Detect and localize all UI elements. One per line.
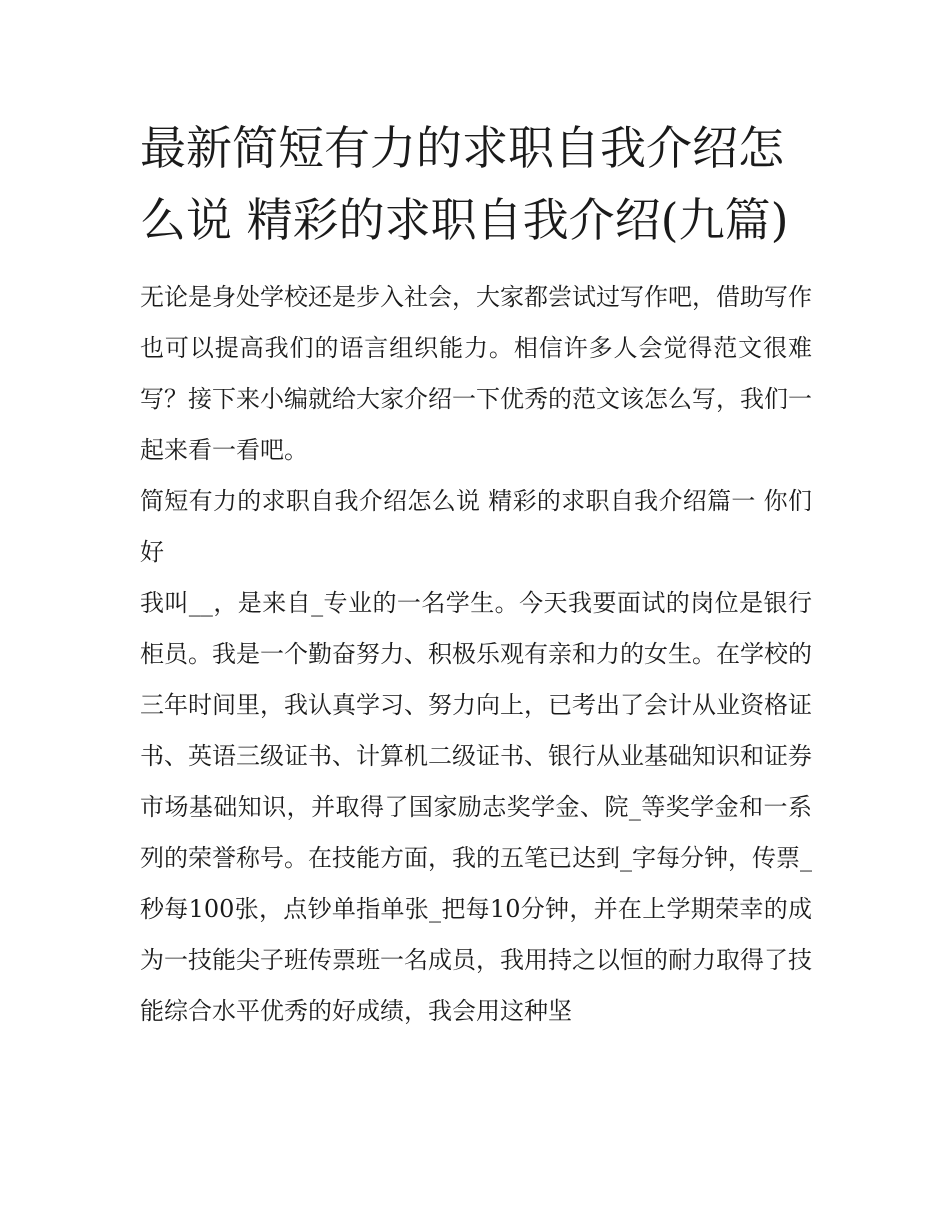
body-paragraph: 我叫__，是来自_专业的一名学生。今天我要面试的岗位是银行柜员。我是一个勤奋努力、积极乐观有亲和力的女生。在学校的三年时间里，我认真学习、努力向上，已考出了会计从业资格证书、英语三级证书、计算机二级证书、银行从业基础知识和证券市场基础知识，并取得了国家励志奖学金、院_等奖学金和一系列的荣誉称号。在技能方面，我的五笔已达到_字每分钟，传票_秒每100张，点钞单指单张_把每10分钟，并在上学期荣幸的成为一技能尖子班传票班一名成员，我用持之以恒的耐力取得了技能综合水平优秀的好成绩，我会用这种坚 — [140, 589, 812, 1025]
document-content — [140, 112, 812, 1037]
section-heading: 简短有力的求职自我介绍怎么说 精彩的求职自我介绍篇一 你们好 — [140, 487, 812, 566]
document-title: 最新简短有力的求职自我介绍怎么说 精彩的求职自我介绍(九篇) — [140, 121, 789, 247]
intro-paragraph: 无论是身处学校还是步入社会，大家都尝试过写作吧，借助写作也可以提高我们的语言组织能力。相信许多人会觉得范文很难写？接下来小编就给大家介绍一下优秀的范文该怎么写，我们一起来看一看吧。 — [140, 283, 812, 464]
